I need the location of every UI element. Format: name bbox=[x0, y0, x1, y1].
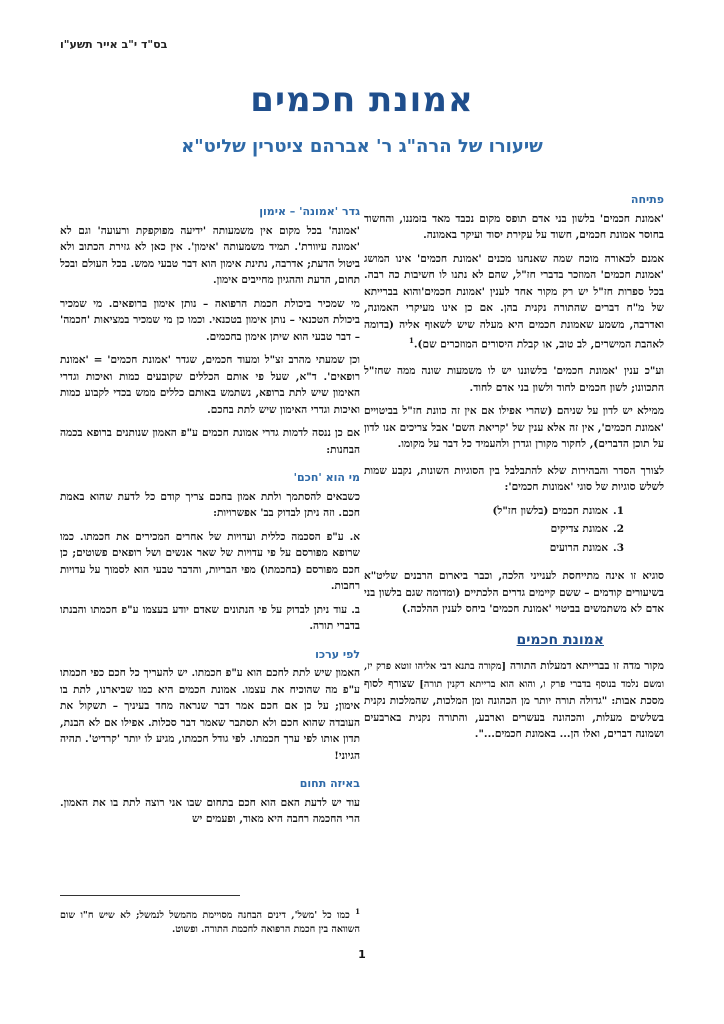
list-number: 2. bbox=[613, 523, 624, 535]
who-paragraph-1: כשבאים להסתמך ולתת אמון בחכם צריך קודם כל לדעת שהוא באמת חכם. וזה ניתן לבדוק בב' אפשרויות: bbox=[60, 490, 360, 519]
intro-paragraph-3: וע"כ ענין 'אמונת חכמים' בלשוננו יש לו משמעות שונה ממה שחז"ל התכוונו; לשון חכמים לחוד ולשון בני אדם לחוד. bbox=[364, 365, 664, 394]
list-label: אמונת חכמים (בלשון חז"ל) bbox=[492, 504, 608, 517]
page-title: אמונת חכמים bbox=[250, 80, 474, 120]
definition-paragraph-4: אם כן ננסה לדמות גדרי אמונת חכמים ע"פ האמון שנותנים ברופא בכמה הבחנות: bbox=[60, 427, 360, 456]
section-heading: אמונת חכמים bbox=[516, 631, 604, 648]
value-heading: לפי ערכו bbox=[315, 647, 360, 661]
definition-paragraph-1: 'אמונה' בכל מקום אין משמעותה 'ידיעה מפוקפקת ורעועה' וגם לא 'אמונה עיוורת'. תמיד משמעותה 'אימון'. אין כאן לא גזירת הכתוב ולא ביטול הדעת; אדרבה, נתינת אימון הוא דבר טבעי ממש. בכל העולם ובכל תחום, הדעת וההגיון מחייבים אימון. bbox=[60, 224, 360, 286]
list-number: 3. bbox=[613, 541, 624, 554]
types-list-item bbox=[364, 503, 624, 520]
definition-heading: גדר 'אמונה' – אימון bbox=[259, 205, 360, 218]
left-column bbox=[60, 204, 360, 835]
intro-paragraph-5: לצורך הסדר והבהירות שלא להתבלבל בין הסוגיות השונות, נקבע שמות לשלש סוגיות של סוגי 'אמונות חכמים': bbox=[364, 464, 664, 493]
footnote-text: כמו כל 'משל', דינים הבחנה מסויימת מהמשל לנמשל; לא שיש ח"ו שום השוואה בין חכמת הרפואה לחכמת התורה. ופשוט. bbox=[60, 910, 360, 936]
definition-paragraph-2: מי שמכיר ביכולת חכמת הרפואה – נותן אימון ברופאים. מי שמכיר ביכולת הטכנאי – נותן אימון בטכנאי. וכמו כן מי שמכיר במציאות 'חכמה' – דבר טבעי הוא שיתן אימון בחכמים. bbox=[60, 297, 360, 343]
intro-paragraph-6: סוגיא זו אינה מתייחסת לענייני הלכה, וכבר ביארום הרבנים שליט"א בשיעורים קודמים – ששם קיימים גדרים הלכתיים (ומדומה שגם בלשון בני אדם לא משתמשים בביטוי 'אמונת חכמים' ביחס לענין ההלכה.) bbox=[364, 570, 664, 615]
footnote bbox=[60, 905, 360, 937]
definition-paragraph-3: וכן שמעתי מהרב זצ"ל ומעוד חכמים, שגדר 'אמונת חכמים' = 'אמונת רופאים'. ד"א, שעל פי אותם הכללים שקובעים כמות ואיכות וגדרי האימון שיש לתת ברופא, נשתמש באותם כללים ממש בכדי לקבוע כמות ואיכות וגדרי האימון שיש לתת בחכם. bbox=[60, 354, 360, 416]
who-paragraph-3: ב. עוד ניתן לבדוק על פי הנתונים שאדם יודע בעצמו ע"פ חכמתו והבנתו בדברי תורה. bbox=[60, 603, 360, 632]
list-label: אמונת הרועים bbox=[549, 541, 608, 554]
section-paragraph-quote: שצורף לסוף מסכת אבות: "גדולה תורה יותר מן הכהונה ומן המלכות, שהמלכות נקנית בשלשים מעלות, והכהונה בעשרים וארבע, והתורה נקנית בארבעים ושמונה דברים, ואלו הן... באמונת חכמים...". bbox=[364, 677, 664, 740]
section-paragraph-citation: [מקורה בתנא דבי אליהו זוטא פרק יז, ומשם נלמד בנוסף בדברי פרק ו, והוא הוא ברייתא דקנין תורה] bbox=[364, 661, 664, 690]
page-number: 1 bbox=[358, 948, 366, 961]
types-list bbox=[364, 503, 664, 557]
types-list-item bbox=[364, 521, 624, 538]
footnote-marker: 1 bbox=[355, 907, 360, 916]
value-paragraph: האמון שיש לתת לחכם הוא ע"פ חכמתו. יש להעריך כל חכם כפי חכמתו ע"פ מה שהוכיח את עצמו. אמונת חכמים היא כמו שביארנו, לתת בו אימון; על כן אם חכם אמר דבר שנראה מחד בעיניך – תשקול את העובדה שהוא חכם ולא תסתבר שאמר דבר סכלות. אפילו אם לא הבנת, תדון אותו לפי ערך חכמתו. לפי גודל חכמתו, מגיע לו יותר 'קרדיט'. תהיה הגיוני! bbox=[60, 667, 360, 762]
list-number: 1. bbox=[613, 504, 624, 517]
intro-paragraph-2 bbox=[364, 251, 664, 354]
domain-heading: באיזה תחום bbox=[299, 777, 360, 790]
footnote-ref[interactable]: 1 bbox=[409, 336, 414, 345]
types-list-item bbox=[364, 540, 624, 557]
footnote-divider bbox=[60, 895, 240, 896]
intro-heading: פתיחה bbox=[630, 193, 664, 206]
section-paragraph-lead: מקור מדה זו בברייתא דמעלות התורה bbox=[509, 660, 664, 672]
intro-paragraph-1: 'אמונת חכמים' בלשון בני אדם תופס מקום נכבד מאד בזמננו, והחשוד בחוסר אמונת חכמים, חשוד על עקירת יסוד ועיקר באמונה. bbox=[364, 212, 664, 241]
header-date: בס"ד י"ב אייר תשע"ו bbox=[60, 38, 168, 51]
page-subtitle: שיעורו של הרה"ג ר' אברהם ציטרין שליט"א bbox=[181, 136, 543, 157]
section-paragraph bbox=[364, 658, 664, 743]
intro-paragraph-4: ממילא יש לדון על שניהם (שהרי אפילו אם אין זה כוונת חז"ל בביטויים 'אמונת חכמים', אין זה אלא ענין של 'קריאת השם' אבל צריכים אנו לדון על תוכן הדברים), לחקור מקורן וגדרן ולהעמיד כל דבר על מקומו. bbox=[364, 405, 664, 450]
right-column bbox=[364, 192, 664, 750]
intro-paragraph-2-text: אמנם לכאורה מוכח שמה שאנחנו מכנים 'אמונת חכמים' אינו המושג 'אמונת חכמים' המוזכר בדברי חז"ל, שהם לא נתנו לו חשיבות כה רבה. בכל ספרות חז"ל יש רק מקור אחד לענין 'אמונת חכמים'והוא בברייתא של מ"ח דברים שהתורה נקנית בהן. אם כן אינו מעיקרי האמונה, ואדרבה, משמע שאמונת חכמים היא מעלה שיש לשאוף אליה (בדומה לאהבת המישרים, לב טוב, או קבלת היסורים המוזכרים שם). bbox=[364, 252, 664, 351]
list-label: אמונת צדיקים bbox=[550, 523, 608, 535]
domain-paragraph: עוד יש לדעת האם הוא חכם בתחום שבו אני רוצה לתת בו את האמון. הרי החכמה רחבה היא מאוד, ופעמים יש bbox=[60, 796, 360, 825]
who-heading: מי הוא 'חכם' bbox=[293, 471, 360, 484]
who-paragraph-2: א. ע"פ הסכמה כללית ועדויות של אחרים המכירים את חכמתו. כמו שרופא מפורסם על פי עדויות של שאר אנשים ושל רופאים פשוטים; כן חכם מפורסם (בחכמתו) מפי הבריות, והדבר טבעי הוא לסמוך על עדויות רחבות. bbox=[60, 530, 360, 592]
